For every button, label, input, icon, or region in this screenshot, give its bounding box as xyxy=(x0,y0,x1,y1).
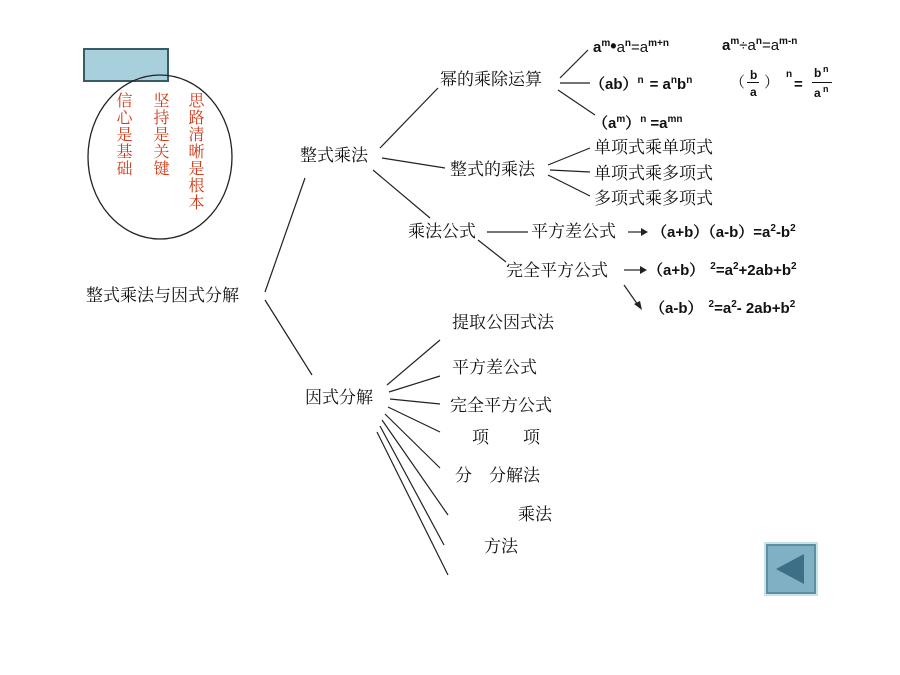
formula-fraction-power: （ b a ） n = b n a n xyxy=(730,66,840,106)
factor-item: 平方差公式 xyxy=(452,358,537,378)
factor-item: 乘法 xyxy=(518,505,552,525)
back-button[interactable] xyxy=(764,542,818,596)
factor-item: 完全平方公式 xyxy=(450,396,552,416)
formula-difference-of-squares: $(a+b)(a-b)=a^2-b^2$ xyxy=(652,223,796,241)
formula-square-of-difference: （a-b） $^2=a^2-$ $2ab+b^2$ xyxy=(650,299,796,317)
left-triangle-icon xyxy=(766,544,816,594)
formula-square-of-sum: （a+b） $^2=a^2+2ab+b^2$ xyxy=(648,261,797,279)
motto-clear-thinking: 思路清晰是根本 xyxy=(186,92,205,211)
motto-confidence: 信心是基础 xyxy=(114,92,133,177)
motto-persistence: 坚持是关键 xyxy=(151,92,170,177)
poly-item: 单项式乘单项式 xyxy=(594,138,713,158)
formula-power-product: $a^m•a^n=a^{m+n}$ xyxy=(593,36,669,56)
factor-item: 项 项 xyxy=(472,428,540,448)
node-polynomial-multiplication: 整式乘法 xyxy=(300,146,368,166)
node-mult-formulas: 乘法公式 xyxy=(408,222,476,242)
formula-product-power: $(ab)^n = a^nb^n$ xyxy=(590,75,693,93)
formula-power-of-power: $(a^m)^n =a^{mn}$ xyxy=(593,114,683,132)
poly-item: 多项式乘多项式 xyxy=(594,189,713,209)
node-factorization: 因式分解 xyxy=(305,388,373,408)
formula-power-quotient: $a^m\div a^n=a^{m-n}$ xyxy=(722,36,798,54)
root-node: 整式乘法与因式分解 xyxy=(86,286,239,306)
node-poly-mult-rules: 整式的乘法 xyxy=(450,160,535,180)
factor-item: 分 分解法 xyxy=(455,466,540,486)
node-difference-of-squares: 平方差公式 xyxy=(531,222,616,242)
node-power-operations: 幂的乘除运算 xyxy=(440,70,542,90)
poly-item: 单项式乘多项式 xyxy=(594,164,713,184)
factor-item: 方法 xyxy=(484,537,518,557)
factor-item: 提取公因式法 xyxy=(452,313,554,333)
node-perfect-square: 完全平方公式 xyxy=(506,261,608,281)
